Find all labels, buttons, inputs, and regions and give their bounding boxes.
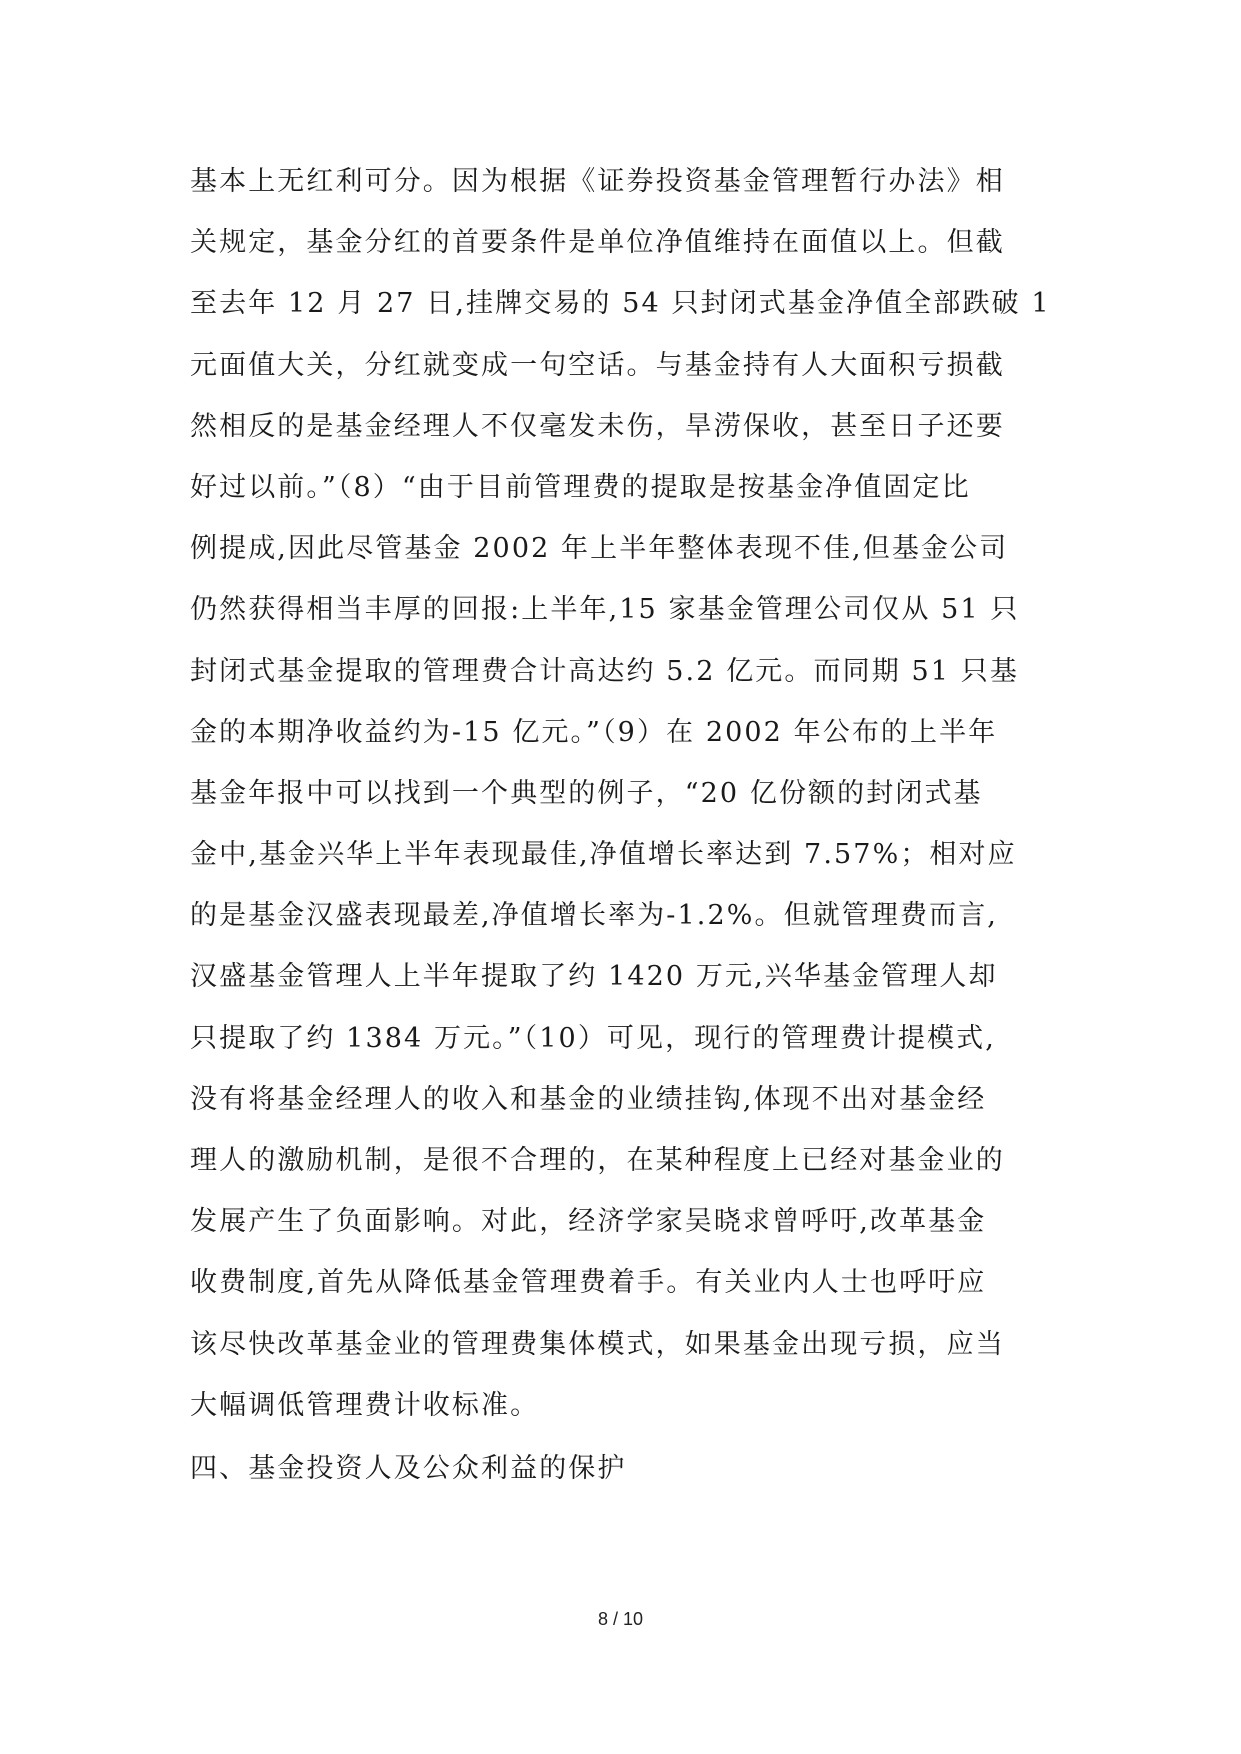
text-line-14: 汉盛基金管理人上半年提取了约 1420 万元,兴华基金管理人却 — [190, 961, 998, 993]
text-line-5: 然相反的是基金经理人不仅毫发未伤，旱涝保收，甚至日子还要 — [190, 410, 1005, 442]
text-line-12: 金中,基金兴华上半年表现最佳,净值增长率达到 7.57%；相对应 — [190, 839, 1017, 871]
text-line-2: 关规定，基金分红的首要条件是单位净值维持在面值以上。但截 — [190, 227, 1005, 259]
section-heading: 四、基金投资人及公众利益的保护 — [190, 1452, 627, 1484]
text-line-4: 元面值大关，分红就变成一句空话。与基金持有人大面积亏损截 — [190, 349, 1005, 381]
text-line-13: 的是基金汉盛表现最差,净值增长率为-1.2%。但就管理费而言, — [190, 900, 998, 932]
text-line-1: 基本上无红利可分。因为根据《证券投资基金管理暂行办法》相 — [190, 166, 1005, 197]
text-line-17: 理人的激励机制，是很不合理的，在某种程度上已经对基金业的 — [190, 1145, 1005, 1176]
text-line-11: 基金年报中可以找到一个典型的例子，“20 亿份额的封闭式基 — [190, 777, 983, 809]
page-number: 8 / 10 — [597, 1609, 644, 1629]
text-line-16: 没有将基金经理人的收入和基金的业绩挂钩,体现不出对基金经 — [190, 1083, 987, 1115]
text-line-21: 大幅调低管理费计收标准。 — [190, 1389, 540, 1421]
body-text — [190, 163, 1070, 1490]
text-line-20: 该尽快改革基金业的管理费集体模式，如果基金出现亏损，应当 — [190, 1328, 1005, 1360]
text-line-15: 只提取了约 1384 万元。”（10）可见，现行的管理费计提模式, — [190, 1022, 996, 1054]
text-line-3: 至去年 12 月 27 日,挂牌交易的 54 只封闭式基金净值全部跌破 1 — [190, 288, 1051, 320]
text-line-8: 仍然获得相当丰厚的回报:上半年,15 家基金管理公司仅从 51 只 — [190, 594, 1020, 626]
text-line-7: 例提成,因此尽管基金 2002 年上半年整体表现不佳,但基金公司 — [190, 533, 1009, 565]
text-line-19: 收费制度,首先从降低基金管理费着手。有关业内人士也呼吁应 — [190, 1267, 987, 1299]
text-line-6: 好过以前。”（8）“由于目前管理费的提取是按基金净值固定比 — [190, 471, 971, 503]
text-line-9: 封闭式基金提取的管理费合计高达约 5.2 亿元。而同期 51 只基 — [190, 655, 1019, 687]
text-line-10: 金的本期净收益约为-15 亿元。”（9）在 2002 年公布的上半年 — [190, 716, 998, 748]
text-line-18: 发展产生了负面影响。对此，经济学家吴晓求曾呼吁,改革基金 — [190, 1206, 987, 1238]
